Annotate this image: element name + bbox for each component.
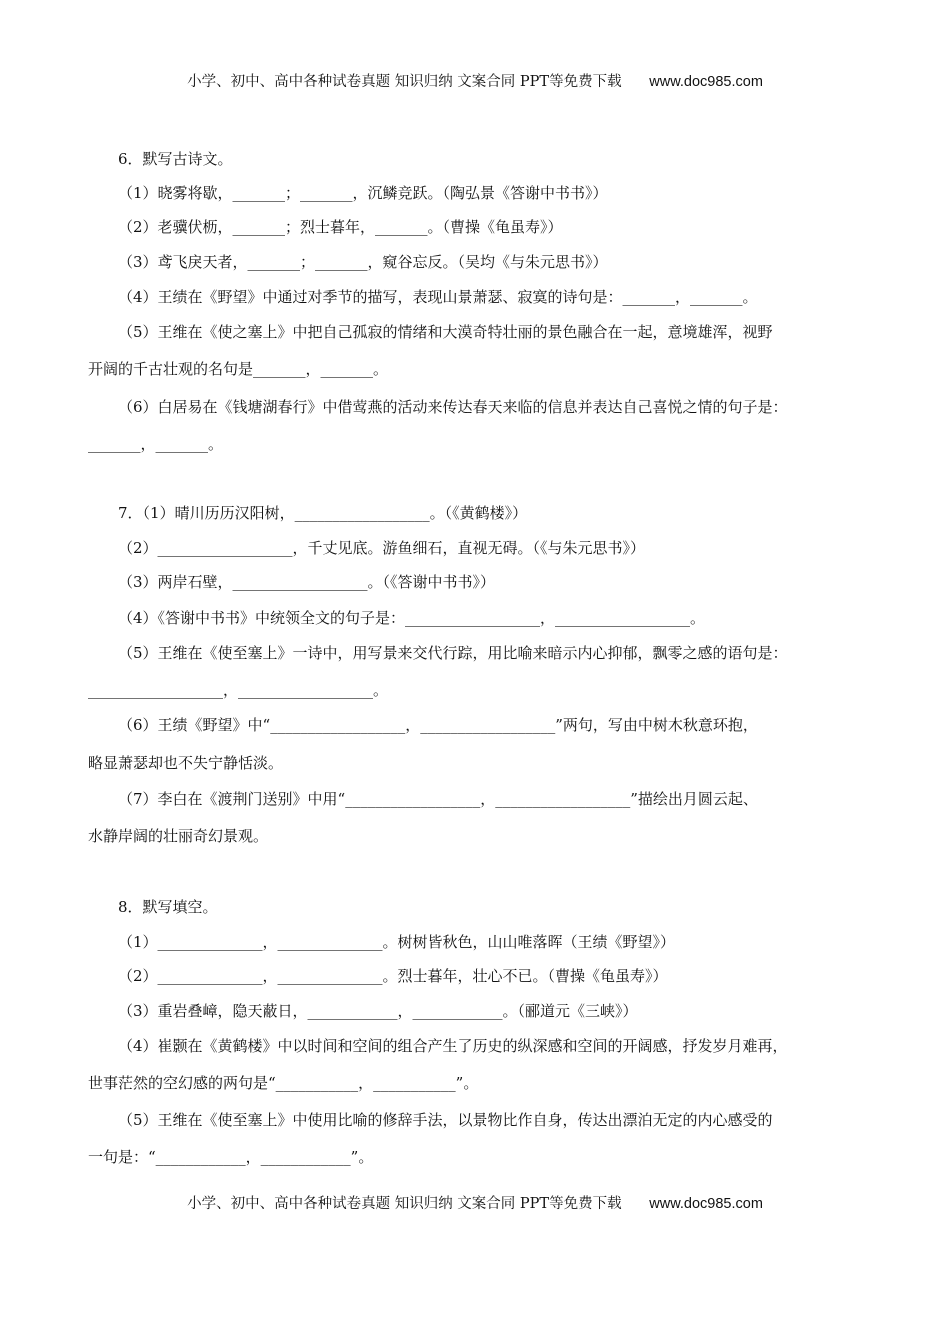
q7-item-1: 7．（1）晴川历历汉阳树，__________________。（《黄鹤楼》） [118, 504, 528, 522]
q6-item-5-line1: （5）王维在《使之塞上》中把自己孤寂的情绪和大漠奇特壮丽的景色融合在一起，意境雄浑，视野 [118, 323, 773, 341]
q7-item-6-line2: 略显萧瑟却也不失宁静恬淡。 [88, 754, 284, 772]
page-footer [0, 1192, 950, 1213]
header-text: 小学、初中、高中各种试卷真题 知识归纳 文案合同 PPT等免费下载 [187, 74, 622, 90]
q6-item-4: （4）王绩在《野望》中通过对季节的描写，表现山景萧瑟、寂寞的诗句是：_______，_______。 [118, 288, 758, 306]
q6-item-3: （3）鸢飞戾天者，_______；_______，窥谷忘反。（吴均《与朱元思书》） [118, 253, 608, 271]
q8-item-4-line2: 世事茫然的空幻感的两句是“___________，___________”。 [88, 1074, 479, 1092]
page-header [0, 70, 950, 91]
q8-item-5-line1: （5）王维在《使至塞上》中使用比喻的修辞手法，以景物比作自身，传达出漂泊无定的内心感受的 [118, 1111, 773, 1129]
q8-item-5-line2: 一句是：“____________，____________”。 [88, 1148, 374, 1166]
q6-title: 6．默写古诗文。 [118, 150, 233, 168]
q7-item-4: （4）《答谢中书书》中统领全文的句子是：__________________，__________________。 [118, 609, 706, 627]
header-site: www.doc985.com [649, 74, 763, 90]
q6-item-6-line1: （6）白居易在《钱塘湖春行》中借莺燕的活动来传达春天来临的信息并表达自己喜悦之情的句子是： [118, 398, 788, 416]
q6-item-2: （2）老骥伏枥，_______；烈士暮年，_______。（曹操《龟虽寿》） [118, 218, 563, 236]
footer-site: www.doc985.com [649, 1196, 763, 1212]
q6-item-6-line2: _______，_______。 [88, 435, 224, 453]
footer-text: 小学、初中、高中各种试卷真题 知识归纳 文案合同 PPT等免费下载 [187, 1196, 622, 1212]
q8-title: 8．默写填空。 [118, 898, 218, 916]
q7-item-3: （3）两岸石壁，__________________。（《答谢中书书》） [118, 573, 496, 591]
q7-item-7-line2: 水静岸阔的壮丽奇幻景观。 [88, 827, 269, 845]
q6-item-1: （1）晓雾将歇，_______；_______，沉鳞竞跃。（陶弘景《答谢中书书》） [118, 184, 608, 202]
q6-item-5-line2: 开阔的千古壮观的名句是_______，_______。 [88, 360, 389, 378]
q7-item-6-line1: （6）王绩《野望》中“__________________，__________________”两句，写由中树木秋意环抱， [118, 716, 758, 734]
q8-item-2: （2）______________，______________。烈士暮年，壮心不已。（曹操《龟虽寿》） [118, 967, 668, 985]
q7-item-5-line2: __________________，__________________。 [88, 681, 389, 699]
q7-item-7-line1: （7）李白在《渡荆门送别》中用“__________________，__________________”描绘出月圆云起、 [118, 790, 758, 808]
q8-item-4-line1: （4）崔颢在《黄鹤楼》中以时间和空间的组合产生了历史的纵深感和空间的开阔感，抒发岁月难再， [118, 1037, 788, 1055]
q7-item-2: （2）__________________，千丈见底。游鱼细石，直视无碍。（《与朱元思书》） [118, 539, 646, 557]
q8-item-1: （1）______________，______________。树树皆秋色，山山唯落晖（王绩《野望》） [118, 933, 676, 951]
q7-item-5-line1: （5）王维在《使至塞上》一诗中，用写景来交代行踪，用比喻来暗示内心抑郁，飘零之感的语句是： [118, 644, 788, 662]
q8-item-3: （3）重岩叠嶂，隐天蔽日，____________，____________。（郦道元《三峡》） [118, 1002, 638, 1020]
